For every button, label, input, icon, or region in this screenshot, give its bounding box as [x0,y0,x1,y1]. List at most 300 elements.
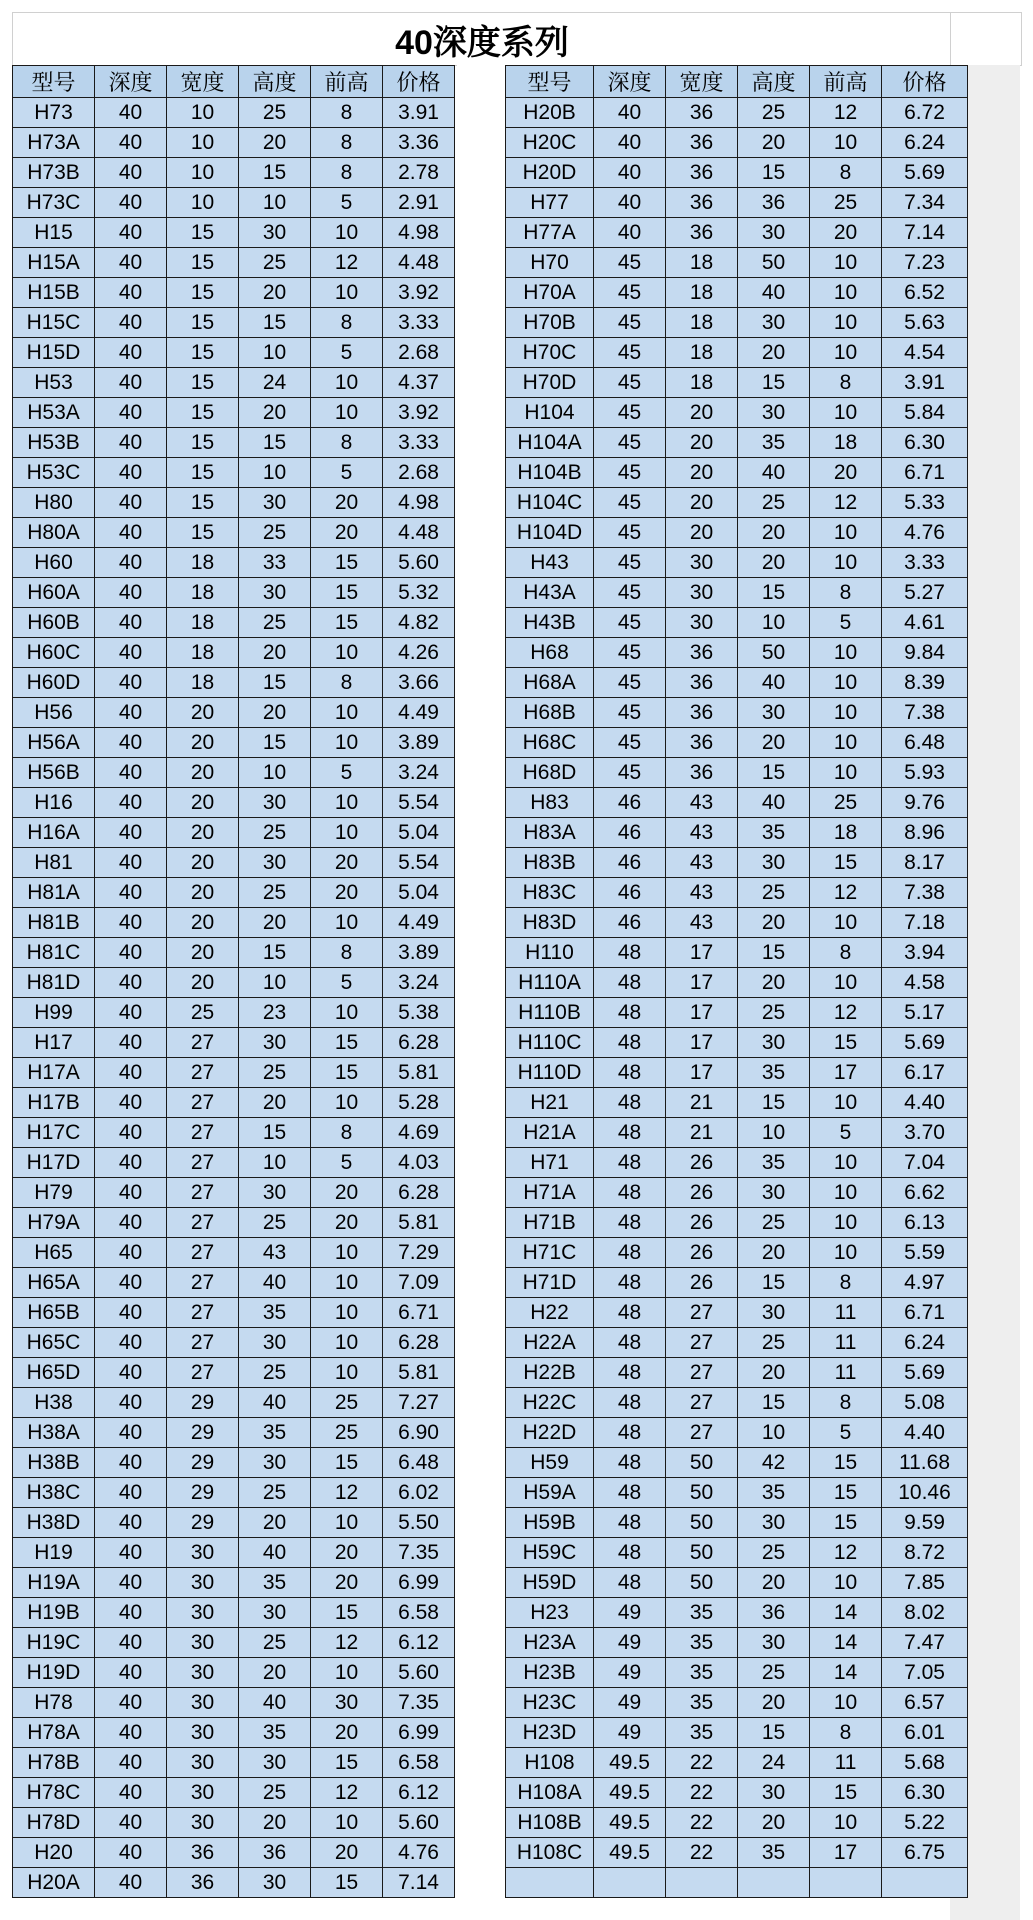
cell-front-height[interactable]: 10 [311,1238,383,1268]
cell-price[interactable]: 8.96 [882,818,968,848]
cell-width[interactable]: 30 [167,1688,239,1718]
cell-height[interactable]: 36 [738,1598,810,1628]
cell-model[interactable]: H65D [13,1358,95,1388]
cell-width[interactable]: 25 [167,998,239,1028]
cell-width[interactable]: 20 [666,458,738,488]
cell-model[interactable]: H78D [13,1808,95,1838]
cell-depth[interactable]: 40 [95,1268,167,1298]
cell-depth[interactable]: 40 [95,1718,167,1748]
cell-height[interactable]: 15 [738,1718,810,1748]
cell-height[interactable]: 40 [239,1538,311,1568]
cell-depth[interactable]: 48 [594,1298,666,1328]
cell-front-height[interactable]: 10 [311,1268,383,1298]
cell-height[interactable]: 30 [738,218,810,248]
cell-price[interactable]: 4.26 [383,638,455,668]
cell-width[interactable]: 20 [167,788,239,818]
cell-front-height[interactable]: 20 [311,1568,383,1598]
cell-model[interactable]: H56 [13,698,95,728]
cell-height[interactable] [738,1868,810,1898]
cell-height[interactable]: 25 [738,1658,810,1688]
cell-front-height[interactable]: 5 [311,188,383,218]
cell-model[interactable]: H70D [506,368,594,398]
cell-depth[interactable]: 45 [594,578,666,608]
cell-model[interactable]: H15D [13,338,95,368]
cell-front-height[interactable]: 18 [810,818,882,848]
cell-height[interactable]: 35 [239,1298,311,1328]
cell-width[interactable]: 22 [666,1778,738,1808]
cell-depth[interactable]: 48 [594,998,666,1028]
cell-depth[interactable]: 40 [95,248,167,278]
cell-model[interactable]: H71C [506,1238,594,1268]
cell-width[interactable]: 21 [666,1118,738,1148]
cell-price[interactable]: 9.59 [882,1508,968,1538]
cell-model[interactable]: H15C [13,308,95,338]
cell-height[interactable]: 20 [239,1658,311,1688]
cell-model[interactable]: H110A [506,968,594,998]
cell-depth[interactable]: 40 [95,218,167,248]
cell-price[interactable]: 4.76 [882,518,968,548]
cell-depth[interactable]: 45 [594,698,666,728]
cell-model[interactable]: H78B [13,1748,95,1778]
cell-model[interactable]: H20 [13,1838,95,1868]
cell-model[interactable]: H21A [506,1118,594,1148]
cell-width[interactable]: 18 [167,638,239,668]
cell-depth[interactable]: 40 [594,98,666,128]
cell-height[interactable]: 40 [738,458,810,488]
cell-width[interactable]: 15 [167,488,239,518]
cell-width[interactable]: 20 [167,878,239,908]
cell-height[interactable]: 15 [239,938,311,968]
cell-price[interactable]: 4.37 [383,368,455,398]
cell-width[interactable]: 10 [167,188,239,218]
empty-cell[interactable] [950,12,1022,66]
cell-depth[interactable]: 45 [594,398,666,428]
cell-price[interactable]: 8.17 [882,848,968,878]
cell-width[interactable]: 17 [666,1058,738,1088]
cell-width[interactable]: 18 [666,338,738,368]
cell-height[interactable]: 20 [738,968,810,998]
cell-price[interactable]: 3.89 [383,728,455,758]
cell-price[interactable]: 7.14 [882,218,968,248]
cell-model[interactable]: H17A [13,1058,95,1088]
cell-price[interactable]: 2.78 [383,158,455,188]
header-front-height[interactable]: 前高 [311,66,383,98]
cell-price[interactable]: 5.54 [383,848,455,878]
cell-width[interactable]: 30 [167,1718,239,1748]
cell-depth[interactable]: 48 [594,1208,666,1238]
cell-model[interactable]: H104C [506,488,594,518]
cell-price[interactable]: 6.30 [882,1778,968,1808]
cell-model[interactable]: H81C [13,938,95,968]
cell-model[interactable]: H108B [506,1808,594,1838]
cell-price[interactable]: 3.24 [383,758,455,788]
cell-model[interactable]: H43A [506,578,594,608]
cell-front-height[interactable]: 10 [810,1088,882,1118]
cell-front-height[interactable]: 10 [810,1148,882,1178]
cell-width[interactable]: 30 [167,1748,239,1778]
cell-price[interactable]: 6.17 [882,1058,968,1088]
cell-height[interactable]: 25 [239,1058,311,1088]
cell-front-height[interactable]: 15 [311,578,383,608]
cell-depth[interactable]: 45 [594,608,666,638]
cell-depth[interactable]: 40 [95,1238,167,1268]
cell-model[interactable]: H83D [506,908,594,938]
cell-width[interactable]: 30 [167,1538,239,1568]
cell-height[interactable]: 20 [239,1088,311,1118]
cell-model[interactable]: H68C [506,728,594,758]
cell-price[interactable]: 6.71 [882,1298,968,1328]
cell-depth[interactable]: 40 [95,1688,167,1718]
cell-model[interactable]: H43 [506,548,594,578]
cell-price[interactable]: 3.92 [383,278,455,308]
cell-depth[interactable]: 48 [594,938,666,968]
cell-model[interactable]: H81 [13,848,95,878]
cell-height[interactable]: 25 [738,1208,810,1238]
cell-depth[interactable]: 40 [95,1148,167,1178]
cell-front-height[interactable]: 20 [810,458,882,488]
cell-depth[interactable]: 40 [95,848,167,878]
cell-front-height[interactable]: 10 [810,728,882,758]
cell-model[interactable]: H16 [13,788,95,818]
cell-front-height[interactable]: 15 [810,1508,882,1538]
cell-model[interactable]: H71D [506,1268,594,1298]
cell-height[interactable]: 35 [239,1718,311,1748]
cell-price[interactable]: 5.50 [383,1508,455,1538]
cell-depth[interactable]: 40 [95,1178,167,1208]
cell-width[interactable]: 20 [167,908,239,938]
cell-front-height[interactable]: 10 [810,968,882,998]
cell-depth[interactable]: 45 [594,548,666,578]
cell-depth[interactable]: 49.5 [594,1748,666,1778]
cell-depth[interactable]: 40 [95,578,167,608]
header-width[interactable]: 宽度 [167,66,239,98]
cell-depth[interactable]: 49.5 [594,1838,666,1868]
cell-width[interactable]: 18 [167,548,239,578]
cell-depth[interactable]: 40 [95,1208,167,1238]
cell-depth[interactable]: 48 [594,1478,666,1508]
sheet-title[interactable]: 40深度系列 [12,12,951,66]
cell-front-height[interactable]: 10 [311,818,383,848]
cell-price[interactable]: 6.62 [882,1178,968,1208]
cell-height[interactable]: 30 [738,1178,810,1208]
cell-model[interactable]: H60 [13,548,95,578]
cell-model[interactable]: H19A [13,1568,95,1598]
cell-depth[interactable]: 40 [95,1058,167,1088]
cell-front-height[interactable]: 10 [311,998,383,1028]
cell-model[interactable]: H19D [13,1658,95,1688]
cell-height[interactable]: 15 [738,1088,810,1118]
cell-front-height[interactable]: 5 [311,338,383,368]
cell-front-height[interactable]: 10 [810,1178,882,1208]
cell-price[interactable]: 6.99 [383,1568,455,1598]
cell-front-height[interactable]: 8 [810,158,882,188]
cell-front-height[interactable]: 10 [311,638,383,668]
cell-width[interactable]: 10 [167,158,239,188]
cell-height[interactable]: 40 [239,1268,311,1298]
cell-depth[interactable]: 48 [594,968,666,998]
cell-height[interactable]: 30 [239,1448,311,1478]
cell-front-height[interactable]: 5 [810,1418,882,1448]
cell-height[interactable]: 15 [738,1268,810,1298]
cell-front-height[interactable]: 10 [810,908,882,938]
cell-height[interactable]: 25 [239,1358,311,1388]
cell-model[interactable]: H110D [506,1058,594,1088]
cell-price[interactable]: 5.81 [383,1358,455,1388]
cell-model[interactable]: H22 [506,1298,594,1328]
cell-width[interactable]: 27 [167,1268,239,1298]
cell-height[interactable]: 20 [738,728,810,758]
cell-width[interactable]: 36 [666,218,738,248]
cell-front-height[interactable]: 8 [311,1118,383,1148]
cell-front-height[interactable]: 12 [810,488,882,518]
cell-height[interactable]: 25 [738,878,810,908]
cell-front-height[interactable]: 12 [810,98,882,128]
cell-front-height[interactable]: 12 [311,1628,383,1658]
cell-front-height[interactable]: 10 [810,548,882,578]
cell-depth[interactable]: 48 [594,1328,666,1358]
cell-front-height[interactable]: 12 [311,1478,383,1508]
cell-model[interactable]: H108A [506,1778,594,1808]
cell-model[interactable]: H71A [506,1178,594,1208]
cell-height[interactable]: 20 [738,548,810,578]
cell-depth[interactable]: 40 [95,1478,167,1508]
cell-width[interactable]: 27 [666,1388,738,1418]
cell-front-height[interactable]: 11 [810,1298,882,1328]
cell-price[interactable]: 4.48 [383,248,455,278]
cell-front-height[interactable]: 25 [311,1418,383,1448]
cell-height[interactable]: 25 [239,248,311,278]
cell-price[interactable]: 3.33 [383,308,455,338]
cell-height[interactable]: 23 [239,998,311,1028]
cell-height[interactable]: 50 [738,638,810,668]
cell-width[interactable]: 20 [167,968,239,998]
cell-front-height[interactable]: 17 [810,1838,882,1868]
cell-height[interactable]: 36 [239,1838,311,1868]
cell-price[interactable]: 5.54 [383,788,455,818]
cell-model[interactable]: H60D [13,668,95,698]
cell-model[interactable]: H73C [13,188,95,218]
cell-model[interactable]: H38B [13,1448,95,1478]
cell-front-height[interactable]: 5 [311,458,383,488]
cell-depth[interactable]: 46 [594,878,666,908]
cell-price[interactable]: 7.23 [882,248,968,278]
cell-height[interactable]: 25 [239,98,311,128]
cell-model[interactable]: H56B [13,758,95,788]
cell-height[interactable]: 15 [239,1118,311,1148]
cell-model[interactable]: H53A [13,398,95,428]
cell-front-height[interactable]: 10 [311,788,383,818]
cell-width[interactable]: 35 [666,1688,738,1718]
cell-depth[interactable]: 48 [594,1238,666,1268]
cell-price[interactable]: 3.24 [383,968,455,998]
cell-depth[interactable]: 40 [95,278,167,308]
cell-width[interactable]: 36 [666,758,738,788]
cell-model[interactable]: H22A [506,1328,594,1358]
cell-model[interactable]: H15 [13,218,95,248]
cell-height[interactable]: 25 [239,1208,311,1238]
cell-height[interactable]: 30 [239,1598,311,1628]
cell-price[interactable]: 6.72 [882,98,968,128]
cell-height[interactable]: 15 [738,758,810,788]
cell-price[interactable]: 7.29 [383,1238,455,1268]
cell-height[interactable]: 33 [239,548,311,578]
cell-price[interactable]: 6.58 [383,1748,455,1778]
cell-model[interactable]: H73 [13,98,95,128]
cell-price[interactable]: 6.01 [882,1718,968,1748]
cell-height[interactable]: 35 [738,1478,810,1508]
cell-width[interactable]: 30 [167,1598,239,1628]
cell-price[interactable]: 6.48 [383,1448,455,1478]
cell-width[interactable]: 30 [167,1778,239,1808]
cell-front-height[interactable]: 20 [311,518,383,548]
cell-width[interactable]: 10 [167,98,239,128]
cell-price[interactable]: 4.69 [383,1118,455,1148]
cell-model[interactable]: H80 [13,488,95,518]
cell-height[interactable]: 35 [738,428,810,458]
cell-model[interactable]: H20D [506,158,594,188]
cell-depth[interactable]: 46 [594,848,666,878]
cell-width[interactable]: 26 [666,1268,738,1298]
header-front-height[interactable]: 前高 [810,66,882,98]
cell-model[interactable]: H16A [13,818,95,848]
cell-depth[interactable]: 45 [594,728,666,758]
cell-depth[interactable]: 48 [594,1058,666,1088]
cell-depth[interactable]: 40 [95,1358,167,1388]
cell-width[interactable]: 27 [666,1328,738,1358]
cell-depth[interactable]: 40 [95,638,167,668]
cell-height[interactable]: 15 [239,668,311,698]
cell-price[interactable]: 4.61 [882,608,968,638]
cell-depth[interactable]: 40 [95,128,167,158]
cell-model[interactable]: H65C [13,1328,95,1358]
cell-width[interactable]: 27 [167,1118,239,1148]
cell-width[interactable]: 18 [167,578,239,608]
cell-width[interactable]: 50 [666,1448,738,1478]
cell-height[interactable]: 15 [239,728,311,758]
cell-width[interactable]: 15 [167,278,239,308]
cell-depth[interactable]: 48 [594,1268,666,1298]
cell-depth[interactable]: 49 [594,1658,666,1688]
cell-front-height[interactable]: 5 [311,758,383,788]
cell-front-height[interactable]: 15 [311,1598,383,1628]
header-price[interactable]: 价格 [882,66,968,98]
cell-model[interactable]: H108C [506,1838,594,1868]
cell-price[interactable]: 3.70 [882,1118,968,1148]
cell-price[interactable]: 6.13 [882,1208,968,1238]
cell-price[interactable]: 6.02 [383,1478,455,1508]
cell-model[interactable]: H38C [13,1478,95,1508]
cell-width[interactable]: 36 [666,188,738,218]
cell-height[interactable]: 20 [239,1508,311,1538]
cell-price[interactable]: 5.84 [882,398,968,428]
cell-model[interactable]: H60A [13,578,95,608]
cell-front-height[interactable]: 25 [311,1388,383,1418]
cell-height[interactable]: 40 [738,788,810,818]
cell-width[interactable]: 29 [167,1388,239,1418]
cell-model[interactable]: H59D [506,1568,594,1598]
cell-depth[interactable]: 40 [95,908,167,938]
cell-depth[interactable]: 40 [95,338,167,368]
cell-model[interactable]: H83 [506,788,594,818]
cell-height[interactable]: 10 [738,608,810,638]
cell-front-height[interactable]: 10 [311,398,383,428]
cell-front-height[interactable]: 20 [810,218,882,248]
cell-price[interactable]: 6.12 [383,1628,455,1658]
cell-height[interactable]: 30 [239,848,311,878]
cell-model[interactable]: H53 [13,368,95,398]
cell-price[interactable]: 4.40 [882,1088,968,1118]
cell-price[interactable]: 10.46 [882,1478,968,1508]
cell-front-height[interactable]: 15 [810,1448,882,1478]
cell-height[interactable]: 25 [738,488,810,518]
cell-depth[interactable]: 48 [594,1118,666,1148]
cell-depth[interactable]: 40 [95,368,167,398]
cell-front-height[interactable]: 8 [810,1718,882,1748]
cell-model[interactable]: H38D [13,1508,95,1538]
cell-width[interactable]: 20 [666,488,738,518]
cell-front-height[interactable]: 10 [311,1328,383,1358]
cell-height[interactable]: 30 [738,1628,810,1658]
cell-height[interactable]: 15 [239,308,311,338]
cell-price[interactable]: 7.38 [882,878,968,908]
cell-price[interactable]: 4.97 [882,1268,968,1298]
cell-height[interactable]: 25 [239,608,311,638]
cell-depth[interactable]: 45 [594,668,666,698]
header-model[interactable]: 型号 [13,66,95,98]
cell-model[interactable]: H53B [13,428,95,458]
cell-depth[interactable]: 40 [95,1298,167,1328]
cell-width[interactable]: 30 [167,1568,239,1598]
cell-depth[interactable]: 48 [594,1388,666,1418]
cell-width[interactable]: 15 [167,398,239,428]
cell-depth[interactable]: 40 [95,608,167,638]
cell-front-height[interactable]: 11 [810,1358,882,1388]
cell-height[interactable]: 40 [239,1388,311,1418]
cell-width[interactable]: 17 [666,938,738,968]
cell-model[interactable]: H104 [506,398,594,428]
cell-model[interactable]: H20C [506,128,594,158]
cell-width[interactable]: 27 [167,1238,239,1268]
cell-price[interactable] [882,1868,968,1898]
cell-width[interactable]: 27 [167,1358,239,1388]
cell-height[interactable]: 20 [239,128,311,158]
cell-model[interactable]: H15B [13,278,95,308]
cell-width[interactable]: 29 [167,1448,239,1478]
cell-height[interactable]: 40 [738,278,810,308]
cell-width[interactable]: 29 [167,1478,239,1508]
cell-depth[interactable]: 45 [594,428,666,458]
cell-model[interactable]: H19C [13,1628,95,1658]
cell-price[interactable]: 4.98 [383,488,455,518]
cell-front-height[interactable]: 15 [810,1478,882,1508]
cell-model[interactable]: H99 [13,998,95,1028]
cell-depth[interactable]: 40 [95,1748,167,1778]
cell-price[interactable]: 4.54 [882,338,968,368]
cell-front-height[interactable]: 10 [311,368,383,398]
cell-width[interactable]: 27 [167,1298,239,1328]
cell-depth[interactable]: 40 [594,158,666,188]
cell-width[interactable]: 18 [666,308,738,338]
cell-height[interactable]: 30 [239,1748,311,1778]
cell-price[interactable]: 3.33 [882,548,968,578]
cell-width[interactable]: 50 [666,1508,738,1538]
cell-model[interactable]: H68B [506,698,594,728]
cell-model[interactable]: H22B [506,1358,594,1388]
cell-model[interactable]: H70B [506,308,594,338]
cell-width[interactable]: 18 [666,248,738,278]
cell-height[interactable]: 30 [239,1028,311,1058]
cell-price[interactable]: 3.92 [383,398,455,428]
